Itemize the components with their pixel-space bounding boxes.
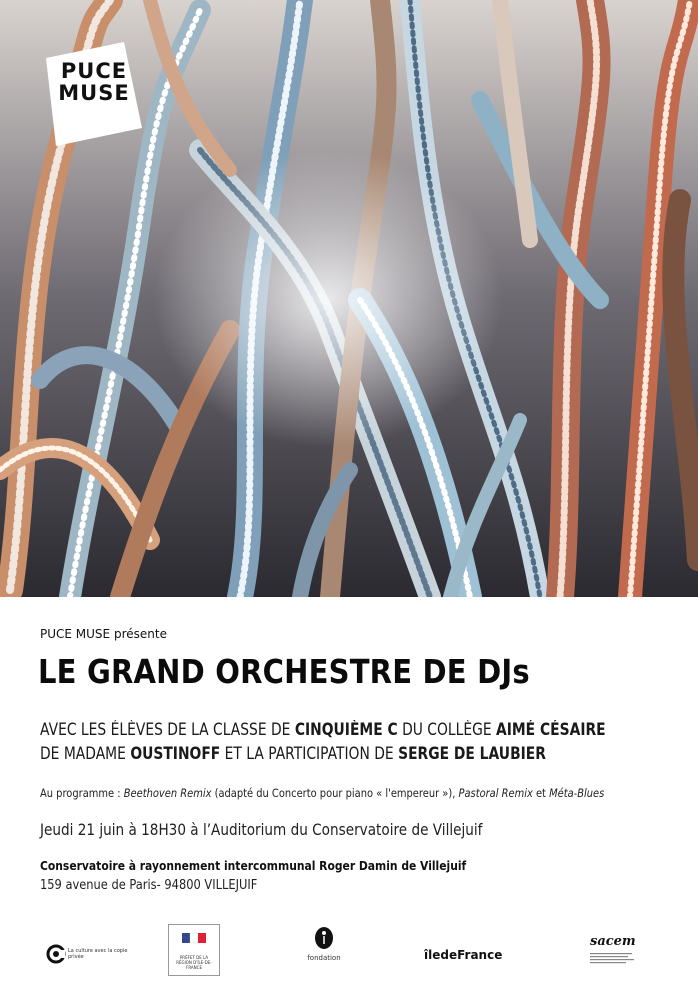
presenter-brand: PUCE MUSE [40,627,111,641]
puce-muse-logo [46,42,142,146]
guest-name: SERGE DE LAUBIER [398,744,546,763]
iledefrance-logo [424,948,524,968]
logo-line-1: PUCE [60,59,128,83]
programme-work-1: Beethoven Remix [123,786,212,800]
copie-privee-logo [46,942,136,966]
programme-prefix: Au programme : [40,786,124,800]
iledefrance-text-a: îlede [424,948,458,962]
copie-privee-icon [46,944,66,964]
participants-text: ET LA PARTICIPATION DE [220,744,399,763]
venue-address: 159 avenue de Paris- 94800 VILLEJUIF [40,878,258,893]
iledefrance-text-b: France [457,948,503,962]
copie-privee-text: La culture avec la copie privée [68,948,128,960]
sacem-small-text-icon [590,952,650,966]
programme-work-3: Méta-Blues [549,786,605,800]
programme-work-2: Pastoral Remix [458,786,533,800]
prefet-text: PRÉFET DE LA RÉGION D'ÎLE-DE-FRANCE [176,955,212,970]
school-name: AIMÉ CÉSAIRE [496,720,606,739]
prefet-logo [168,924,220,976]
presenter-line [40,627,167,641]
participants-text: AVEC LES ÉLÈVES DE LA CLASSE DE [40,720,295,739]
venue-name: Conservatoire à rayonnement intercommunal Roger Damin de Villejuif [40,858,467,873]
programme-joiner: et [532,786,550,800]
participants-line-1 [40,720,606,739]
class-name: CINQUIÈME C [294,720,398,739]
fondation-logo [296,924,352,978]
sacem-text: sacem [590,934,636,949]
participants-text: DE MADAME [40,744,131,763]
event-date: Jeudi 21 juin à 18H30 à l’Auditorium du Conservatoire de Villejuif [40,820,483,839]
programme-line [40,786,604,800]
participants-line-2 [40,744,546,763]
programme-work-1-note: (adapté du Concerto pour piano « l'empereur »), [211,786,459,800]
fondation-text: fondation [307,954,341,962]
republique-flag-icon [170,931,218,951]
logo-line-2: MUSE [58,81,130,105]
teacher-name: OUSTINOFF [130,744,221,763]
sacem-logo [590,934,650,974]
presenter-word: présente [113,627,167,641]
fondation-icon [314,924,334,950]
participants-text: DU COLLÈGE [397,720,497,739]
event-title: LE GRAND ORCHESTRE DE DJs [38,652,530,691]
